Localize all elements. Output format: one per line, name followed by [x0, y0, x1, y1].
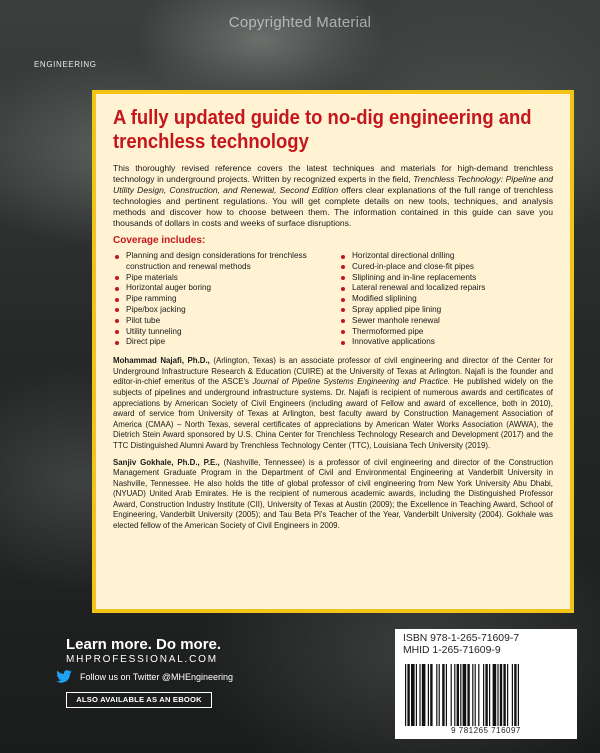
barcode-bar	[407, 664, 409, 726]
barcode-bar	[518, 664, 519, 726]
coverage-item-label: Planning and design considerations for trenchless construction and renewal methods	[126, 251, 307, 271]
bullet-icon	[115, 287, 119, 291]
coverage-item-label: Innovative applications	[352, 337, 435, 347]
barcode-bar	[419, 664, 420, 726]
barcode-bar	[405, 664, 406, 726]
barcode-bar	[472, 664, 473, 726]
coverage-item-label: Thermoformed pipe	[352, 326, 424, 336]
coverage-item-label: Horizontal directional drilling	[352, 251, 455, 260]
barcode-bar	[507, 664, 508, 726]
coverage-item	[113, 327, 327, 338]
barcode	[405, 664, 567, 726]
isbn-number: ISBN 978-1-265-71609-7	[403, 633, 520, 644]
barcode-bar	[467, 664, 469, 726]
coverage-item	[113, 251, 327, 273]
coverage-item	[339, 294, 553, 305]
barcode-bar	[451, 664, 452, 726]
coverage-item	[339, 273, 553, 284]
barcode-bar	[493, 664, 497, 726]
coverage-item-label: Modified sliplining	[352, 294, 417, 304]
bullet-icon	[115, 276, 119, 280]
barcode-bar	[514, 664, 516, 726]
bullet-icon	[341, 341, 345, 345]
barcode-bar	[446, 664, 447, 726]
coverage-item-label: Pipe materials	[126, 272, 178, 282]
barcode-bar	[428, 664, 429, 726]
bullet-icon	[115, 341, 119, 345]
barcode-digits: 9 781265 716097	[451, 726, 521, 735]
barcode-bar	[454, 664, 455, 726]
bullet-icon	[341, 308, 345, 312]
coverage-item-label: Sewer manhole renewal	[352, 315, 440, 325]
coverage-item	[113, 337, 327, 348]
coverage-item	[339, 251, 553, 262]
coverage-item	[339, 262, 553, 273]
twitter-handle-text: Follow us on Twitter @MHEngineering	[80, 671, 234, 682]
twitter-follow	[56, 670, 233, 683]
ebook-badge: ALSO AVAILABLE AS AN EBOOK	[66, 692, 212, 708]
barcode-bar	[463, 664, 467, 726]
barcode-bar	[503, 664, 505, 726]
category-label: ENGINEERING	[34, 60, 97, 69]
barcode-bar	[422, 664, 426, 726]
barcode-bar	[475, 664, 476, 726]
bullet-icon	[341, 319, 345, 323]
barcode-bar	[439, 664, 440, 726]
coverage-item	[339, 283, 553, 294]
author-bio-najafi	[113, 356, 553, 451]
bullet-icon	[341, 255, 345, 259]
coverage-item	[113, 305, 327, 316]
coverage-column-left	[113, 251, 327, 348]
barcode-bar	[485, 664, 487, 726]
bio-text: He published widely on the subjects of pipelines and underground infrastructure systems. Dr. Najafi is recipient of numerous awards and certificates of appreciations by American Society of Civil Engineers (including award of Fellow and award of excellence, both in 2010), award of service from University of Texas at Arlington, best faculty award by Construction Management Association of America (CMAA) – North Texas, several certificates of appreciations by American Water Works Association (AWWA), the Dietrich Stein Award sponsored by U.S. China Center for Trenchless Technology Research and Development (2017) and the TTC Distinguished Alumni Award by Trenchless Technology Center (TTC), Louisiana Tech University (2019).	[113, 377, 553, 450]
bullet-icon	[115, 298, 119, 302]
publisher-promo	[66, 636, 221, 666]
intro-paragraph	[113, 163, 553, 229]
mhid-number: MHID 1-265-71609-9	[403, 645, 501, 656]
coverage-column-right	[339, 251, 553, 348]
bullet-icon	[341, 276, 345, 280]
coverage-item-label: Direct pipe	[126, 337, 166, 347]
barcode-bar	[442, 664, 444, 726]
bio-text: (Nashville, Tennessee) is a professor of civil engineering and director of the Construction Management Graduate Program in the Department of Civil and Environmental Engineering at Vanderbilt University in Nashville, Tennessee. He also holds the title of global professor of civil engineering from New York University Abu Dhabi, (NYUAD) United Arab Emirates. He is the recipient of numerous academic awards, including the Distinguished Professor Award, Construction Industry Institute (CII), University of Texas at Austin (2009); the Excellence in Teaching Award, School of Engineering, Vanderbilt University (2005); and Tau Beta Pi's Teacher of the Year, Vanderbilt University (2004). Gokhale was elected fellow of the American Society of Civil Engineers in 2009.	[113, 457, 553, 531]
barcode-bar	[460, 664, 461, 726]
bullet-icon	[341, 298, 345, 302]
barcode-bar	[411, 664, 415, 726]
description-panel	[92, 90, 574, 613]
watermark: Copyrighted Material	[228, 14, 372, 31]
barcode-bar	[430, 664, 432, 726]
publisher-url: MHPROFESSIONAL.COM	[66, 654, 218, 665]
coverage-item-label: Spray applied pipe lining	[352, 304, 442, 314]
barcode-bar	[512, 664, 513, 726]
barcode-bar	[500, 664, 502, 726]
bio-text: (Arlington, Texas) is an associate professor of civil engineering and director of the Center for Underground Infrastructure Research & Education (CUIRE) at the University of Texas at Arlington. Najafi is the founder and editor-in-chief emeritus of the ASCE's	[113, 356, 553, 387]
barcode-bar	[478, 664, 479, 726]
coverage-item	[113, 294, 327, 305]
coverage-item	[113, 283, 327, 294]
coverage-item	[339, 337, 553, 348]
coverage-item-label: Pipe ramming	[126, 294, 177, 304]
coverage-item-label: Lateral renewal and localized repairs	[352, 283, 486, 293]
isbn-barcode-box	[395, 629, 577, 739]
bullet-icon	[115, 308, 119, 312]
promo-title: Learn more. Do more.	[66, 636, 222, 653]
coverage-item-label: Pipe/box jacking	[126, 304, 186, 314]
intro-text-b: offers clear explanations of the full range of trenchless technologies and pertinent regulations. You will get complete details on new tools, techniques, and analysis methods and discover how to choose between them. The information contained in this guide can save you thousands of dollars in costs and weeks of surface disruptions.	[113, 185, 553, 228]
coverage-item-label: Horizontal auger boring	[126, 283, 212, 293]
coverage-item	[113, 273, 327, 284]
barcode-bar	[483, 664, 484, 726]
bullet-icon	[341, 330, 345, 334]
bullet-icon	[115, 319, 119, 323]
barcode-bar	[497, 664, 498, 726]
barcode-bar	[489, 664, 490, 726]
author-name-najafi: Mohammad Najafi, Ph.D.,	[113, 356, 210, 366]
coverage-item-label: Cured-in-place and close-fit pipes	[352, 261, 474, 271]
author-bio-gokhale	[113, 458, 553, 532]
coverage-item	[339, 327, 553, 338]
intro-text-a: This thoroughly revised reference covers the latest techniques and materials for high-demand trenchless technology in underground projects. Written by recognized experts in the field,	[113, 163, 553, 184]
barcode-bar	[457, 664, 459, 726]
coverage-item-label: Sliplining and in-line replacements	[352, 272, 477, 282]
author-name-gokhale: Sanjiv Gokhale, Ph.D., P.E.,	[113, 457, 220, 467]
bullet-icon	[341, 287, 345, 291]
barcode-bar	[436, 664, 437, 726]
bullet-icon	[115, 255, 119, 259]
bullet-icon	[341, 265, 345, 269]
twitter-icon	[56, 670, 72, 683]
book-title: Trenchless Technology: Pipeline and Utility Design, Construction, and Renewal, Second Edition	[113, 174, 553, 195]
coverage-item	[339, 316, 553, 327]
coverage-item-label: Pilot tube	[126, 315, 161, 325]
headline: A fully updated guide to no-dig engineering and trenchless technology	[113, 106, 532, 153]
coverage-item	[113, 316, 327, 327]
barcode-bar	[416, 664, 417, 726]
coverage-list	[113, 251, 553, 348]
coverage-heading: Coverage includes:	[113, 235, 206, 246]
coverage-item	[339, 305, 553, 316]
journal-title: Journal of Pipeline Systems Engineering and Practice.	[252, 377, 451, 387]
bullet-icon	[115, 330, 119, 334]
coverage-item-label: Utility tunneling	[126, 326, 182, 336]
